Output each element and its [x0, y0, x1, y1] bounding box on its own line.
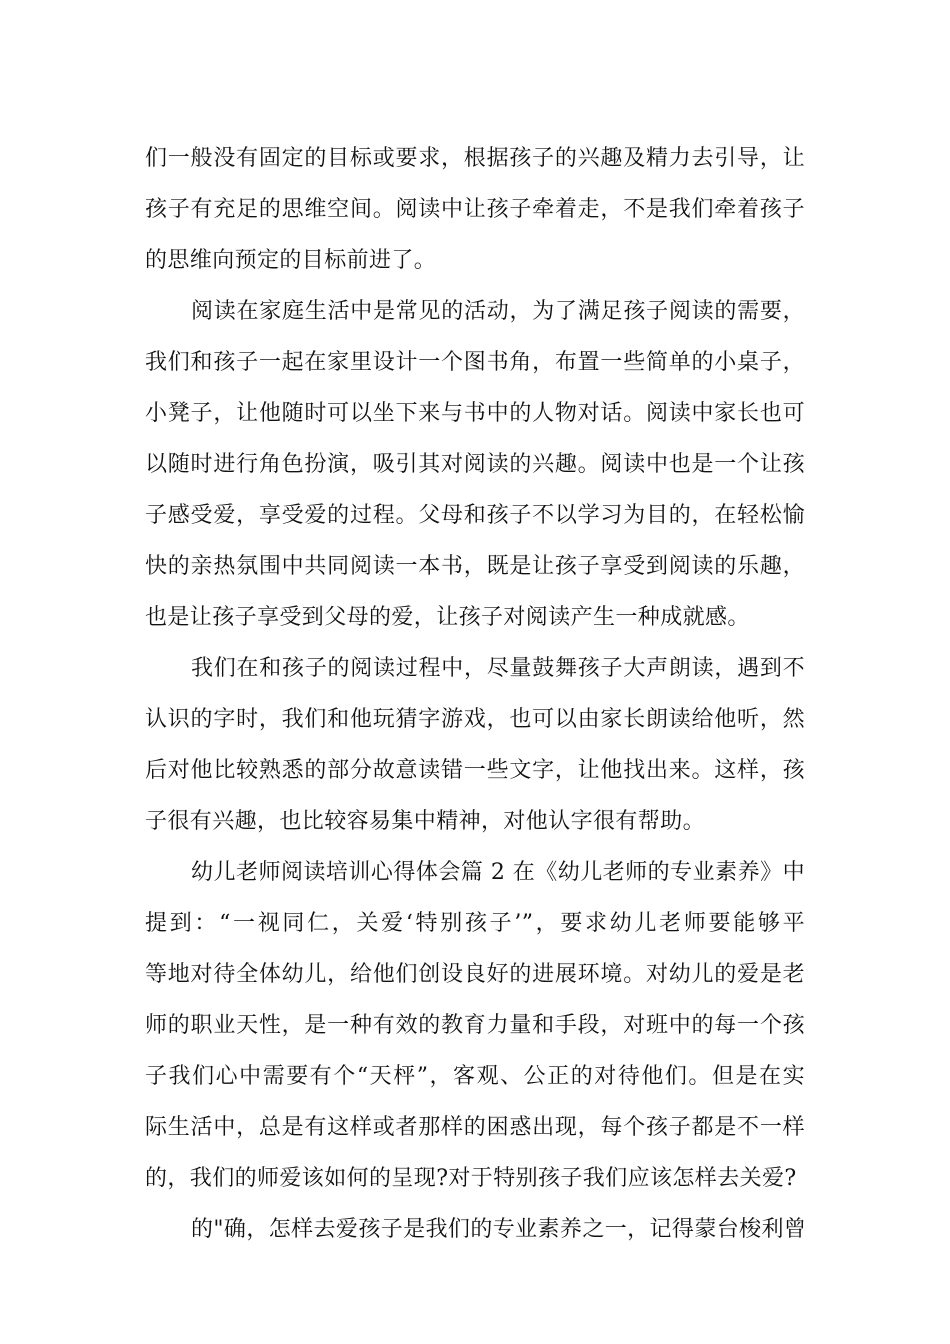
paragraph-2: [145, 286, 805, 643]
text-line: 子我们心中需要有个“天枰”，客观、公正的对待他们。但是在实: [145, 1064, 805, 1089]
paragraph-4: [145, 847, 805, 1204]
text-line: 孩子有充足的思维空间。阅读中让孩子牵着走，不是我们牵着孩子: [145, 197, 805, 222]
paragraph-5: [145, 1204, 805, 1255]
document-body: [145, 133, 805, 1255]
text-line: 的，我们的师爱该如何的呈现?对于特别孩子我们应该怎样去关爱?: [145, 1166, 797, 1191]
text-line: 们一般没有固定的目标或要求，根据孩子的兴趣及精力去引导，让: [145, 146, 805, 171]
text-line: 我们在和孩子的阅读过程中，尽量鼓舞孩子大声朗读，遇到不: [191, 656, 805, 681]
text-line: 际生活中，总是有这样或者那样的困惑出现，每个孩子都是不一样: [145, 1115, 805, 1140]
text-line: 认识的字时，我们和他玩猜字游戏，也可以由家长朗读给他听，然: [145, 707, 805, 732]
text-line: 的思维向预定的目标前进了。: [145, 248, 437, 273]
text-line: 后对他比较熟悉的部分故意读错一些文字，让他找出来。这样，孩: [145, 758, 805, 783]
text-line: 子很有兴趣，也比较容易集中精神，对他认字很有帮助。: [145, 809, 706, 834]
text-line: 子感受爱，享受爱的过程。父母和孩子不以学习为目的，在轻松愉: [145, 503, 805, 528]
text-line: 师的职业天性，是一种有效的教育力量和手段，对班中的每一个孩: [145, 1013, 805, 1038]
text-line: 快的亲热氛围中共同阅读一本书，既是让孩子享受到阅读的乐趣，: [145, 554, 805, 579]
text-line: 也是让孩子享受到父母的爱，让孩子对阅读产生一种成就感。: [145, 605, 750, 630]
paragraph-3: [145, 643, 805, 847]
text-line: 的"确，怎样去爱孩子是我们的专业素养之一，记得蒙台梭利曾: [191, 1217, 807, 1242]
text-line: 我们和孩子一起在家里设计一个图书角，布置一些简单的小桌子，: [145, 350, 805, 375]
text-line: 提到：“一视同仁，关爱‘特别孩子’”，要求幼儿老师要能够平: [145, 911, 805, 936]
text-line: 等地对待全体幼儿，给他们创设良好的进展环境。对幼儿的爱是老: [145, 962, 805, 987]
text-line: 阅读在家庭生活中是常见的活动，为了满足孩子阅读的需要，: [191, 299, 805, 324]
text-line: 小凳子，让他随时可以坐下来与书中的人物对话。阅读中家长也可: [145, 401, 805, 426]
text-line: 以随时进行角色扮演，吸引其对阅读的兴趣。阅读中也是一个让孩: [145, 452, 805, 477]
text-line: 幼儿老师阅读培训心得体会篇 2 在《幼儿老师的专业素养》中: [191, 860, 805, 885]
paragraph-1: [145, 133, 805, 286]
